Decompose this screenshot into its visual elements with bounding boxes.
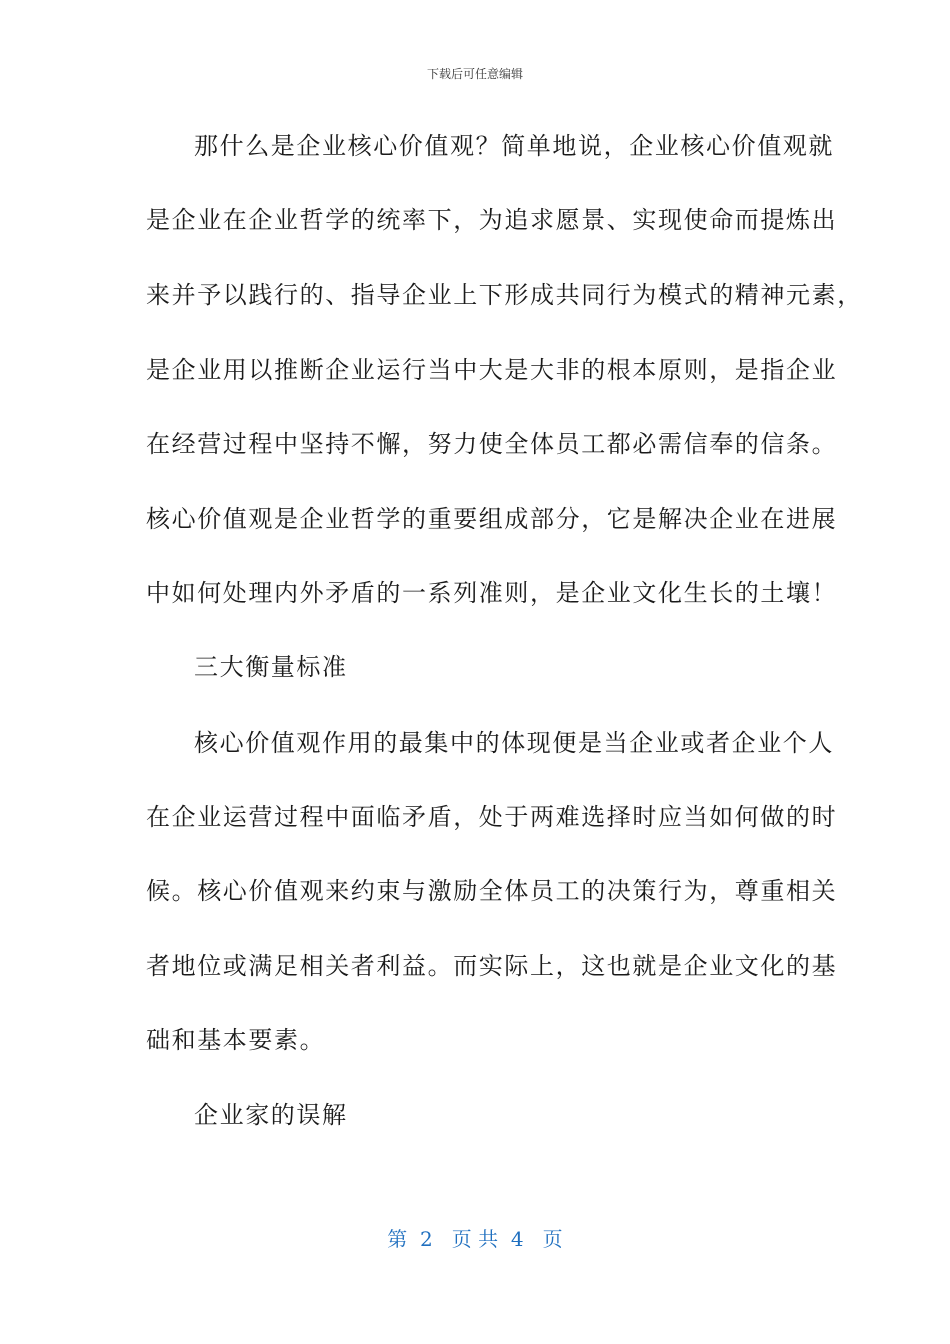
- section-heading-misunderstanding: 企业家的误解: [194, 1101, 348, 1129]
- section-heading-standards: 三大衡量标准: [194, 653, 348, 681]
- paragraph-line-8: 核心价值观作用的最集中的体现便是当企业或者企业个人: [194, 729, 834, 757]
- paragraph-line-11: 者地位或满足相关者利益。而实际上，这也就是企业文化的基: [146, 952, 838, 980]
- paragraph-line-1: 那什么是企业核心价值观？简单地说，企业核心价值观就: [194, 132, 834, 160]
- paragraph-line-6: 核心价值观是企业哲学的重要组成部分，它是解决企业在进展: [146, 505, 838, 533]
- paragraph-line-5: 在经营过程中坚持不懈，努力使全体员工都必需信奉的信条。: [146, 430, 838, 458]
- paragraph-line-9: 在企业运营过程中面临矛盾，处于两难选择时应当如何做的时: [146, 803, 838, 831]
- paragraph-line-4: 是企业用以推断企业运行当中大是大非的根本原则，是指企业: [146, 356, 838, 384]
- page-header-note: 下载后可任意编辑: [426, 67, 523, 81]
- paragraph-line-10: 候。核心价值观来约束与激励全体员工的决策行为，尊重相关: [146, 877, 838, 905]
- paragraph-line-12: 础和基本要素。: [146, 1026, 326, 1054]
- paragraph-line-7: 中如何处理内外矛盾的一系列准则，是企业文化生长的土壤！: [146, 579, 838, 607]
- paragraph-line-3: 来并予以践行的、指导企业上下形成共同行为模式的精神元素，: [146, 281, 863, 309]
- paragraph-line-2: 是企业在企业哲学的统率下，为追求愿景、实现使命而提炼出: [146, 206, 838, 234]
- page-number-footer: 第 2 页 共 4 页: [387, 1227, 563, 1251]
